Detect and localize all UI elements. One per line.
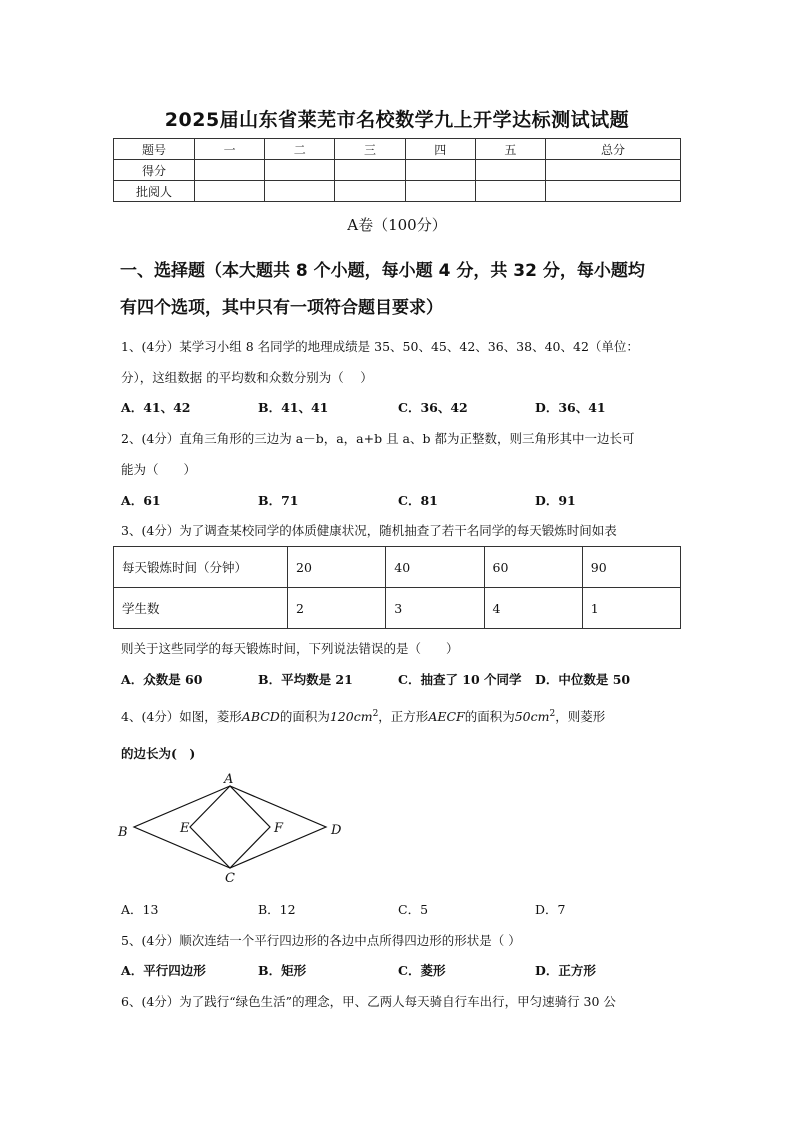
section-a-heading: A卷（100分） xyxy=(347,216,447,234)
q3-option-b: B．平均数是 21 xyxy=(258,672,353,687)
reviewer-row-label: 批阅人 xyxy=(114,181,195,202)
label-d: D xyxy=(331,823,342,838)
q1-option-a: A．41、42 xyxy=(121,400,191,415)
q4-area1: 120cm xyxy=(329,709,373,724)
score-header-cell: 一 xyxy=(195,139,265,160)
q1-option-d: D．36、41 xyxy=(535,400,606,415)
q4-mid1: 的面积为 xyxy=(279,709,330,724)
q4-prefix: 4、(4分）如图，菱形 xyxy=(121,709,242,724)
q3-cell: 1 xyxy=(582,588,680,629)
q3-option-c: C．抽查了 10 个同学 xyxy=(398,672,522,687)
score-cell xyxy=(195,160,265,181)
q3-data-table xyxy=(113,546,681,629)
q5-option-a: A．平行四边形 xyxy=(121,963,206,978)
q4-area1-sup: 2 xyxy=(372,708,379,719)
label-f: F xyxy=(274,821,284,836)
score-header-cell: 总分 xyxy=(546,139,681,160)
q5-option-d: D．正方形 xyxy=(535,963,596,978)
q2-text-line1: 2、(4分）直角三角形的三边为 a－b，a，a+b 且 a、b 都为正整数，则三角形其中一边长可 xyxy=(121,431,635,446)
q4-mid3: 的面积为 xyxy=(464,709,515,724)
q3-cell: 学生数 xyxy=(114,588,288,629)
q1-option-c: C．36、42 xyxy=(398,400,468,415)
q5-option-b: B．矩形 xyxy=(258,963,307,978)
score-cell xyxy=(195,181,265,202)
q4-rhombus-figure xyxy=(110,770,350,890)
score-row xyxy=(114,160,681,181)
q4-option-b: B．12 xyxy=(258,902,296,917)
q4-rhombus-name: ABCD xyxy=(241,709,280,724)
q3-option-a: A．众数是 60 xyxy=(121,672,203,687)
score-cell xyxy=(335,160,405,181)
reviewer-row xyxy=(114,181,681,202)
label-b: B xyxy=(118,825,128,840)
q4-option-a: A．13 xyxy=(121,902,159,917)
q2-option-a: A．61 xyxy=(121,493,161,508)
q3-cell: 每天锻炼时间（分钟） xyxy=(114,547,288,588)
q2-text-line2: 能为（ ） xyxy=(121,462,197,477)
label-e: E xyxy=(180,821,190,836)
label-a: A xyxy=(224,772,234,787)
q5-text-line1: 5、(4分）顺次连结一个平行四边形的各边中点所得四边形的形状是（ ） xyxy=(121,933,521,948)
q4-area2-sup: 2 xyxy=(549,708,556,719)
label-c: C xyxy=(225,871,235,886)
score-cell xyxy=(475,181,545,202)
score-cell xyxy=(265,160,335,181)
q3-cell: 90 xyxy=(582,547,680,588)
score-cell xyxy=(405,181,475,202)
q3-cell: 40 xyxy=(386,547,484,588)
section1-title-line2: 有四个选项，其中只有一项符合题目要求） xyxy=(120,298,443,318)
score-header-cell: 二 xyxy=(265,139,335,160)
score-header-cell: 题号 xyxy=(114,139,195,160)
q4-area2: 50cm xyxy=(514,709,550,724)
q3-option-d: D．中位数是 50 xyxy=(535,672,631,687)
q5-option-c: C．菱形 xyxy=(398,963,446,978)
score-cell xyxy=(475,160,545,181)
q3-table-row-count xyxy=(114,588,681,629)
q3-cell: 20 xyxy=(288,547,386,588)
q2-option-c: C．81 xyxy=(398,493,438,508)
score-row-label: 得分 xyxy=(114,160,195,181)
score-table xyxy=(113,138,681,202)
score-cell xyxy=(265,181,335,202)
q4-mid2: ，正方形 xyxy=(378,709,429,724)
q1-text-line1: 1、(4分）某学习小组 8 名同学的地理成绩是 35、50、45、42、36、38、40、42（单位： xyxy=(121,339,639,354)
q4-text-line1 xyxy=(121,707,686,725)
score-cell xyxy=(335,181,405,202)
q3-cell: 3 xyxy=(386,588,484,629)
q4-text-line2: 的边长为( ) xyxy=(121,746,196,761)
q4-option-d: D．7 xyxy=(535,902,566,917)
score-cell xyxy=(546,181,681,202)
score-header-cell: 四 xyxy=(405,139,475,160)
q1-option-b: B．41、41 xyxy=(258,400,329,415)
section1-title-line1: 一、选择题（本大题共 8 个小题，每小题 4 分，共 32 分，每小题均 xyxy=(120,261,645,281)
q4-option-c: C．5 xyxy=(398,902,429,917)
q3-text-line2: 则关于这些同学的每天锻炼时间，下列说法错误的是（ ） xyxy=(121,641,459,656)
q3-cell: 60 xyxy=(484,547,582,588)
score-cell xyxy=(405,160,475,181)
q4-square-name: AECF xyxy=(428,709,465,724)
score-header-cell: 三 xyxy=(335,139,405,160)
q3-cell: 4 xyxy=(484,588,582,629)
score-table-header-row xyxy=(114,139,681,160)
rhombus-abcd-shape xyxy=(134,786,326,868)
q3-text-line1: 3、(4分）为了调查某校同学的体质健康状况，随机抽查了若干名同学的每天锻炼时间如表 xyxy=(121,523,617,538)
q1-text-line2: 分），这组数据 的平均数和众数分别为（ ） xyxy=(121,370,373,385)
score-header-cell: 五 xyxy=(475,139,545,160)
page-title: 2025届山东省莱芜市名校数学九上开学达标测试试题 xyxy=(164,109,630,131)
q4-suffix: ，则菱形 xyxy=(555,709,606,724)
q3-table-row-time xyxy=(114,547,681,588)
q6-text-line1: 6、(4分）为了践行“绿色生活”的理念，甲、乙两人每天骑自行车出行，甲匀速骑行 30 公 xyxy=(121,994,616,1009)
q2-option-d: D．91 xyxy=(535,493,576,508)
q2-option-b: B．71 xyxy=(258,493,299,508)
score-cell xyxy=(546,160,681,181)
q3-cell: 2 xyxy=(288,588,386,629)
